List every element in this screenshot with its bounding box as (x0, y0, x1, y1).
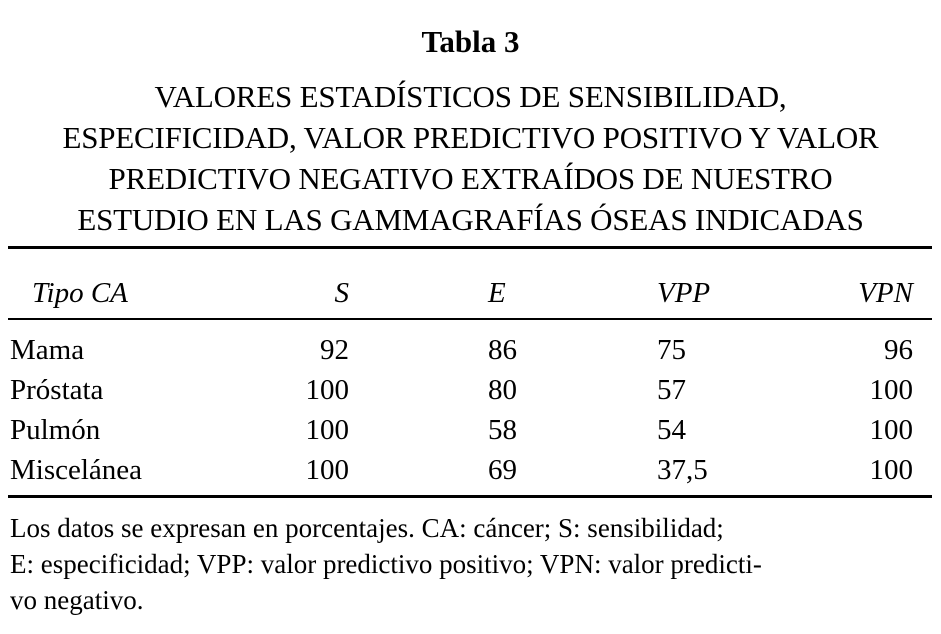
footnote-line: Los datos se expresan en porcentajes. CA: cáncer; S: sensibilidad; (10, 513, 724, 543)
cell-s: 100 (305, 454, 349, 486)
header-vpp: VPP (657, 277, 711, 309)
cell-vpp: 54 (657, 414, 686, 446)
header-e: E (488, 277, 506, 309)
table-row (0, 370, 941, 410)
caption-line: ESPECIFICIDAD, VALOR PREDICTIVO POSITIVO Y VALOR (62, 120, 879, 155)
caption-line: ESTUDIO EN LAS GAMMAGRAFÍAS ÓSEAS INDICADAS (77, 202, 864, 237)
cell-s: 100 (305, 374, 349, 406)
cell-vpp: 75 (657, 334, 686, 366)
table-footnote (10, 510, 932, 618)
cell-vpp: 57 (657, 374, 686, 406)
cell-vpp: 37,5 (657, 454, 708, 486)
header-tipo-ca: Tipo CA (32, 277, 128, 309)
cell-s: 100 (305, 414, 349, 446)
cell-e: 86 (488, 334, 517, 366)
cell-vpn: 96 (884, 334, 913, 366)
cell-vpn: 100 (869, 414, 913, 446)
cell-tipo-ca: Próstata (10, 374, 104, 406)
cell-tipo-ca: Miscelánea (10, 454, 143, 486)
cell-vpn: 100 (869, 374, 913, 406)
cell-vpn: 100 (869, 454, 913, 486)
caption-line: VALORES ESTADÍSTICOS DE SENSIBILIDAD, (154, 79, 787, 114)
table-row (0, 450, 941, 490)
cell-e: 69 (488, 454, 517, 486)
cell-s: 92 (320, 334, 349, 366)
table-top-rule (8, 246, 932, 249)
cell-e: 80 (488, 374, 517, 406)
cell-tipo-ca: Mama (10, 334, 85, 366)
footnote-line: vo negativo. (10, 585, 144, 615)
table-bottom-rule (8, 495, 932, 498)
header-s: S (334, 277, 349, 309)
cell-e: 58 (488, 414, 517, 446)
footnote-line: E: especificidad; VPP: valor predictivo positivo; VPN: valor predicti- (10, 549, 762, 579)
table-caption (10, 76, 931, 240)
table-number: Tabla 3 (421, 24, 520, 59)
table-row (0, 330, 941, 370)
table-row (0, 410, 941, 450)
cell-tipo-ca: Pulmón (10, 414, 101, 446)
caption-line: PREDICTIVO NEGATIVO EXTRAÍDOS DE NUESTRO (108, 161, 833, 196)
table-header-rule (8, 318, 932, 320)
header-vpn: VPN (858, 277, 913, 309)
table-header-row (0, 273, 941, 313)
